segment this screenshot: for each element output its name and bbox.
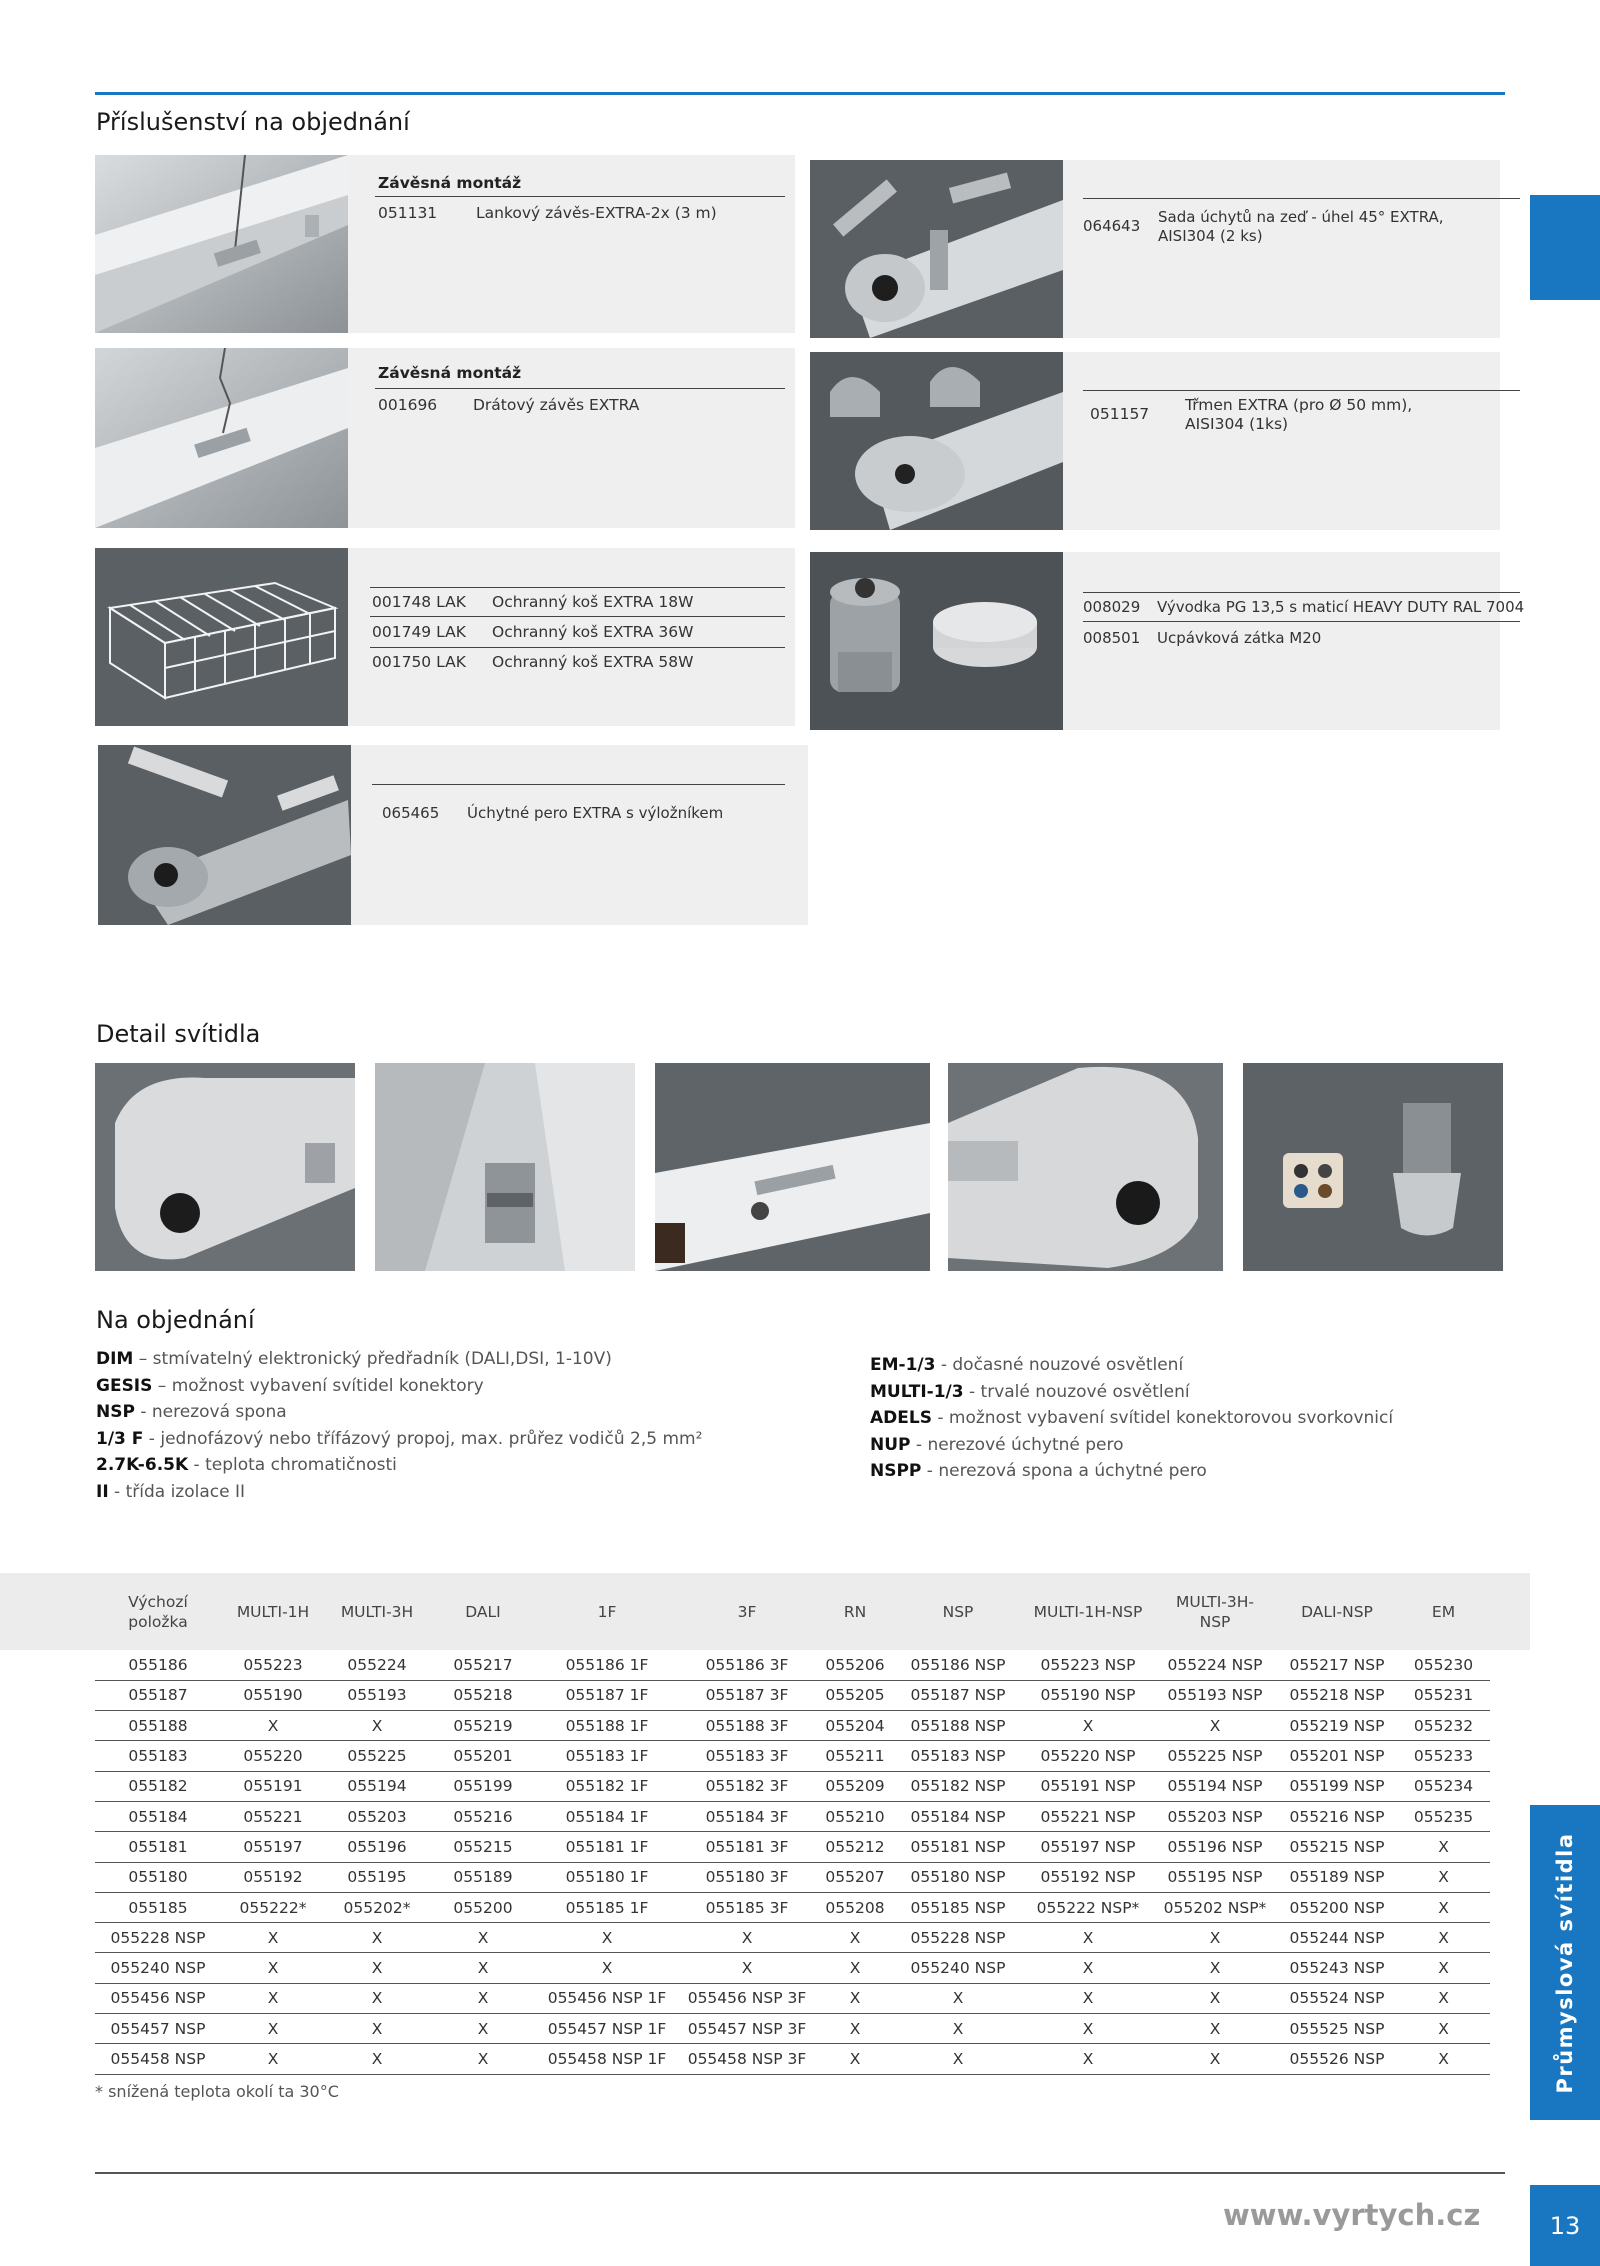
table-cell: 055184 1F	[537, 1801, 677, 1831]
accessory-row	[382, 804, 723, 822]
table-cell: 055244 NSP	[1277, 1923, 1397, 1953]
item-description: Drátový závěs EXTRA	[473, 396, 640, 414]
table-cell: X	[677, 1923, 817, 1953]
table-cell: 055215 NSP	[1277, 1832, 1397, 1862]
divider	[1083, 390, 1520, 391]
table-cell: X	[1397, 2044, 1490, 2074]
divider	[370, 616, 785, 617]
side-tab-label: Průmyslová svítidla	[1553, 1832, 1577, 2094]
legend-left	[96, 1346, 702, 1505]
table-cell: 055209	[817, 1771, 893, 1801]
table-cell: X	[1023, 1711, 1153, 1741]
legend-item: DIM – stmívatelný elektronický předřadník (DALI,DSI, 1-10V)	[96, 1349, 612, 1369]
col-header: 1F	[597, 1602, 617, 1621]
col-header: DALI-NSP	[1301, 1602, 1373, 1621]
table-cell: 055208	[817, 1892, 893, 1922]
table-cell: X	[429, 1923, 537, 1953]
detail-photo-stainless-clip	[655, 1063, 930, 1271]
table-cell: X	[221, 1711, 325, 1741]
table-cell: X	[429, 2014, 537, 2044]
col-header: DALI	[465, 1602, 501, 1621]
table-cell: X	[893, 2014, 1023, 2044]
table-cell: 055223	[221, 1650, 325, 1680]
table-cell: 055188	[95, 1711, 221, 1741]
table-cell: X	[1023, 1953, 1153, 1983]
table-cell: X	[325, 2014, 429, 2044]
table-cell: 055196	[325, 1832, 429, 1862]
item-description: Úchytné pero EXTRA s výložníkem	[467, 804, 724, 822]
table-cell: 055181 3F	[677, 1832, 817, 1862]
table-cell: 055187 NSP	[893, 1680, 1023, 1710]
item-description: Vývodka PG 13,5 s maticí HEAVY DUTY RAL 7004	[1157, 598, 1525, 616]
table-cell: 055190 NSP	[1023, 1680, 1153, 1710]
table-cell: X	[1153, 1983, 1277, 2013]
table-row	[95, 1923, 1490, 1953]
table-cell: 055217	[429, 1650, 537, 1680]
table-row	[95, 2044, 1490, 2074]
table-cell: 055222*	[221, 1892, 325, 1922]
table-cell: 055217 NSP	[1277, 1650, 1397, 1680]
panel-title: Závěsná montáž	[378, 364, 522, 382]
table-cell: X	[1397, 2014, 1490, 2044]
table-cell: 055225 NSP	[1153, 1741, 1277, 1771]
table-cell: X	[1023, 2014, 1153, 2044]
col-header: 3F	[737, 1602, 757, 1621]
table-cell: 055218	[429, 1680, 537, 1710]
divider	[375, 388, 785, 389]
table-cell: 055186 3F	[677, 1650, 817, 1680]
table-cell: X	[817, 2044, 893, 2074]
table-cell: 055189 NSP	[1277, 1862, 1397, 1892]
top-rule	[95, 92, 1505, 95]
table-cell: X	[221, 1953, 325, 1983]
table-cell: 055224 NSP	[1153, 1650, 1277, 1680]
table-cell: X	[1397, 1953, 1490, 1983]
table-cell: 055182	[95, 1771, 221, 1801]
table-cell: 055191 NSP	[1023, 1771, 1153, 1801]
table-cell: X	[1153, 1711, 1277, 1741]
table-cell: X	[221, 2044, 325, 2074]
wall-bracket-photo	[810, 160, 1063, 338]
col-header: Výchozí položka	[128, 1592, 188, 1631]
accessory-row	[378, 396, 639, 414]
table-cell: 055192 NSP	[1023, 1862, 1153, 1892]
wire-suspension-photo	[95, 155, 348, 333]
divider	[1083, 198, 1520, 199]
table-cell: X	[1153, 2044, 1277, 2074]
item-description: Sada úchytů na zeď - úhel 45° EXTRA, AISI304 (2 ks)	[1158, 208, 1444, 245]
side-color-tab	[1530, 195, 1600, 300]
table-cell: 055240 NSP	[893, 1953, 1023, 1983]
legend-item: 2.7K-6.5K - teplota chromatičnosti	[96, 1455, 397, 1475]
table-cell: 055185 1F	[537, 1892, 677, 1922]
table-cell: X	[537, 1923, 677, 1953]
cable-gland-photo	[810, 552, 1063, 730]
table-cell: X	[429, 1983, 537, 2013]
table-cell: X	[325, 2044, 429, 2074]
table-cell: 055197 NSP	[1023, 1832, 1153, 1862]
table-cell: 055216	[429, 1801, 537, 1831]
table-cell: 055187 3F	[677, 1680, 817, 1710]
table-row	[95, 1741, 1490, 1771]
website-url: www.vyrtych.cz	[1223, 2198, 1481, 2232]
table-cell: 055187	[95, 1680, 221, 1710]
legend-item: ADELS - možnost vybavení svítidel konektorovou svorkovnicí	[870, 1408, 1394, 1428]
table-cell: 055232	[1397, 1711, 1490, 1741]
item-description: Ochranný koš EXTRA 58W	[492, 653, 694, 671]
table-cell: 055186	[95, 1650, 221, 1680]
table-cell: 055183	[95, 1741, 221, 1771]
divider	[370, 647, 785, 648]
table-cell: 055526 NSP	[1277, 2044, 1397, 2074]
table-cell: 055201 NSP	[1277, 1741, 1397, 1771]
table-cell: 055185 NSP	[893, 1892, 1023, 1922]
table-cell: X	[817, 1923, 893, 1953]
page-number: 13	[1530, 2185, 1600, 2266]
table-cell: 055182 NSP	[893, 1771, 1023, 1801]
table-cell: 055180	[95, 1862, 221, 1892]
table-cell: 055234	[1397, 1771, 1490, 1801]
item-code: 051131	[378, 204, 438, 222]
divider	[375, 196, 785, 197]
col-header: MULTI-1H-NSP	[1033, 1602, 1143, 1621]
table-cell: X	[817, 1953, 893, 1983]
table-cell: 055225	[325, 1741, 429, 1771]
table-cell: X	[221, 2014, 325, 2044]
table-cell: 055201	[429, 1741, 537, 1771]
order-heading: Na objednání	[96, 1306, 255, 1334]
table-cell: X	[817, 2014, 893, 2044]
accessory-row	[372, 593, 693, 611]
table-cell: 055216 NSP	[1277, 1801, 1397, 1831]
table-cell: X	[1153, 2014, 1277, 2044]
legend-item: EM-1/3 - dočasné nouzové osvětlení	[870, 1355, 1184, 1375]
col-header: EM	[1431, 1602, 1456, 1621]
table-cell: 055200	[429, 1892, 537, 1922]
table-cell: 055205	[817, 1680, 893, 1710]
accessory-row	[1083, 598, 1524, 616]
table-cell: 055240 NSP	[95, 1953, 221, 1983]
table-cell: 055220 NSP	[1023, 1741, 1153, 1771]
table-cell: X	[1397, 1983, 1490, 2013]
table-cell: 055524 NSP	[1277, 1983, 1397, 2013]
table-cell: 055191	[221, 1771, 325, 1801]
table-cell: 055458 NSP 1F	[537, 2044, 677, 2074]
table-cell: 055221	[221, 1801, 325, 1831]
detail-photo-clip	[375, 1063, 635, 1271]
table-row	[95, 1801, 1490, 1831]
table-cell: 055456 NSP 3F	[677, 1983, 817, 2013]
table-cell: 055212	[817, 1832, 893, 1862]
table-cell: 055196 NSP	[1153, 1832, 1277, 1862]
table-row	[95, 1832, 1490, 1862]
table-cell: 055199 NSP	[1277, 1771, 1397, 1801]
table-cell: 055187 1F	[537, 1680, 677, 1710]
detail-photo-end-cap	[95, 1063, 355, 1271]
table-cell: X	[677, 1953, 817, 1983]
table-cell: 055193	[325, 1680, 429, 1710]
footnote: * snížená teplota okolí ta 30°C	[95, 2082, 339, 2101]
divider	[1083, 621, 1520, 622]
table-row	[95, 1680, 1490, 1710]
item-code: 001749 LAK	[372, 623, 466, 641]
table-cell: X	[221, 1923, 325, 1953]
table-cell: X	[325, 1953, 429, 1983]
table-row	[95, 1892, 1490, 1922]
table-cell: 055219 NSP	[1277, 1711, 1397, 1741]
table-cell: 055210	[817, 1801, 893, 1831]
table-cell: X	[429, 1953, 537, 1983]
table-cell: 055184 NSP	[893, 1801, 1023, 1831]
mounting-spring-photo	[98, 745, 351, 925]
divider	[372, 784, 785, 785]
table-cell: 055202*	[325, 1892, 429, 1922]
table-cell: 055207	[817, 1862, 893, 1892]
table-cell: 055185 3F	[677, 1892, 817, 1922]
table-cell: 055195 NSP	[1153, 1862, 1277, 1892]
table-cell: 055211	[817, 1741, 893, 1771]
table-cell: X	[1153, 1923, 1277, 1953]
legend-item: NUP - nerezové úchytné pero	[870, 1434, 1124, 1455]
item-code: 001748 LAK	[372, 593, 466, 611]
table-cell: 055215	[429, 1832, 537, 1862]
item-description: Ochranný koš EXTRA 36W	[492, 623, 694, 641]
col-header: MULTI-1H	[236, 1602, 310, 1621]
table-cell: 055189	[429, 1862, 537, 1892]
table-cell: 055218 NSP	[1277, 1680, 1397, 1710]
table-cell: 055224	[325, 1650, 429, 1680]
item-description: Ucpávková zátka M20	[1157, 629, 1322, 647]
table-cell: X	[537, 1953, 677, 1983]
table-cell: 055180 1F	[537, 1862, 677, 1892]
table-cell: 055221 NSP	[1023, 1801, 1153, 1831]
item-code: 008029	[1083, 598, 1141, 616]
divider	[1083, 592, 1520, 593]
table-row	[95, 1983, 1490, 2013]
table-cell: 055184	[95, 1801, 221, 1831]
table-cell: 055193 NSP	[1153, 1680, 1277, 1710]
table-cell: 055183 3F	[677, 1741, 817, 1771]
table-cell: 055222 NSP*	[1023, 1892, 1153, 1922]
table-cell: 055194 NSP	[1153, 1771, 1277, 1801]
table-row	[95, 1862, 1490, 1892]
table-cell: 055182 1F	[537, 1771, 677, 1801]
wire-hanger-photo	[95, 348, 348, 528]
table-cell: 055457 NSP	[95, 2014, 221, 2044]
table-cell: 055185	[95, 1892, 221, 1922]
table-cell: 055203 NSP	[1153, 1801, 1277, 1831]
order-table	[95, 1573, 1490, 2075]
table-cell: 055233	[1397, 1741, 1490, 1771]
table-cell: 055188 3F	[677, 1711, 817, 1741]
table-cell: 055228 NSP	[95, 1923, 221, 1953]
table-cell: 055186 NSP	[893, 1650, 1023, 1680]
legend-item: II - třída izolace II	[96, 1481, 246, 1502]
table-cell: 055202 NSP*	[1153, 1892, 1277, 1922]
protective-basket-photo	[95, 548, 348, 726]
table-cell: 055220	[221, 1741, 325, 1771]
accessory-row	[1090, 396, 1412, 434]
table-cell: 055188 NSP	[893, 1711, 1023, 1741]
table-cell: X	[817, 1983, 893, 2013]
item-description: Ochranný koš EXTRA 18W	[492, 593, 694, 611]
table-cell: 055192	[221, 1862, 325, 1892]
item-code: 008501	[1083, 629, 1141, 647]
item-description: Třmen EXTRA (pro Ø 50 mm), AISI304 (1ks)	[1185, 396, 1413, 433]
table-cell: 055200 NSP	[1277, 1892, 1397, 1922]
legend-item: 1/3 F - jednofázový nebo třífázový propoj, max. průřez vodičů 2,5 mm²	[96, 1428, 703, 1449]
legend-item: NSPP - nerezová spona a úchytné pero	[870, 1461, 1207, 1481]
table-cell: X	[1023, 1983, 1153, 2013]
accessory-row	[378, 204, 717, 222]
table-cell: 055183 NSP	[893, 1741, 1023, 1771]
table-header-row	[95, 1573, 1490, 1650]
table-cell: 055180 3F	[677, 1862, 817, 1892]
table-cell: X	[1397, 1892, 1490, 1922]
table-cell: 055206	[817, 1650, 893, 1680]
table-cell: 055223 NSP	[1023, 1650, 1153, 1680]
table-cell: 055199	[429, 1771, 537, 1801]
table-cell: 055194	[325, 1771, 429, 1801]
table-cell: 055457 NSP 1F	[537, 2014, 677, 2044]
table-cell: X	[429, 2044, 537, 2074]
accessory-row	[372, 623, 693, 641]
table-cell: X	[1023, 1923, 1153, 1953]
table-cell: 055203	[325, 1801, 429, 1831]
divider	[370, 587, 785, 588]
table-cell: 055184 3F	[677, 1801, 817, 1831]
table-cell: 055456 NSP	[95, 1983, 221, 2013]
table-row	[95, 1771, 1490, 1801]
legend-item: MULTI-1/3 - trvalé nouzové osvětlení	[870, 1381, 1190, 1402]
table-cell: 055183 1F	[537, 1741, 677, 1771]
item-code: 001750 LAK	[372, 653, 466, 671]
accessories-heading: Příslušenství na objednání	[96, 108, 410, 136]
table-cell: 055186 1F	[537, 1650, 677, 1680]
table-cell: 055181 1F	[537, 1832, 677, 1862]
table-cell: X	[893, 2044, 1023, 2074]
table-cell: 055231	[1397, 1680, 1490, 1710]
table-row	[95, 1711, 1490, 1741]
accessory-row	[372, 653, 693, 671]
side-section-tab	[1530, 1805, 1600, 2120]
table-cell: X	[1153, 1953, 1277, 1983]
table-cell: 055458 NSP	[95, 2044, 221, 2074]
table-cell: X	[221, 1983, 325, 2013]
table-cell: 055457 NSP 3F	[677, 2014, 817, 2044]
table-cell: X	[1397, 1832, 1490, 1862]
table-cell: X	[325, 1983, 429, 2013]
table-cell: 055456 NSP 1F	[537, 1983, 677, 2013]
item-code: 051157	[1090, 405, 1150, 423]
table-cell: 055219	[429, 1711, 537, 1741]
legend-item: GESIS – možnost vybavení svítidel konektory	[96, 1375, 484, 1396]
detail-photo-gland-end	[948, 1063, 1223, 1271]
table-cell: 055190	[221, 1680, 325, 1710]
col-header: RN	[843, 1602, 867, 1621]
item-code: 065465	[382, 804, 440, 822]
legend-right	[870, 1352, 1393, 1485]
table-row	[95, 1650, 1490, 1680]
accessory-row	[1083, 629, 1321, 647]
item-code: 064643	[1083, 217, 1141, 235]
table-cell: 055197	[221, 1832, 325, 1862]
table-cell: 055243 NSP	[1277, 1953, 1397, 1983]
col-header: NSP	[942, 1602, 974, 1621]
table-cell: 055458 NSP 3F	[677, 2044, 817, 2074]
table-cell: X	[893, 1983, 1023, 2013]
table-cell: X	[1397, 1923, 1490, 1953]
detail-photo-connectors	[1243, 1063, 1503, 1271]
table-cell: 055182 3F	[677, 1771, 817, 1801]
table-cell: 055230	[1397, 1650, 1490, 1680]
bottom-rule	[95, 2172, 1505, 2174]
table-cell: 055204	[817, 1711, 893, 1741]
col-header: MULTI-3H	[340, 1602, 414, 1621]
table-cell: X	[1397, 1862, 1490, 1892]
item-code: 001696	[378, 396, 438, 414]
table-row	[95, 1953, 1490, 1983]
panel-title: Závěsná montáž	[378, 174, 522, 192]
legend-item: NSP - nerezová spona	[96, 1402, 287, 1422]
table-cell: 055235	[1397, 1801, 1490, 1831]
table-cell: X	[325, 1711, 429, 1741]
table-cell: 055181	[95, 1832, 221, 1862]
table-cell: 055195	[325, 1862, 429, 1892]
table-cell: X	[1023, 2044, 1153, 2074]
pipe-clamp-photo	[810, 352, 1063, 530]
table-cell: 055180 NSP	[893, 1862, 1023, 1892]
col-header: MULTI-3H- NSP	[1176, 1592, 1254, 1631]
table-cell: 055188 1F	[537, 1711, 677, 1741]
table-row	[95, 2014, 1490, 2044]
detail-heading: Detail svítidla	[96, 1020, 261, 1048]
table-cell: 055525 NSP	[1277, 2014, 1397, 2044]
table-cell: X	[325, 1923, 429, 1953]
accessory-row	[1083, 208, 1444, 246]
table-cell: 055181 NSP	[893, 1832, 1023, 1862]
item-description: Lankový závěs-EXTRA-2x (3 m)	[476, 204, 717, 222]
table-cell: 055228 NSP	[893, 1923, 1023, 1953]
